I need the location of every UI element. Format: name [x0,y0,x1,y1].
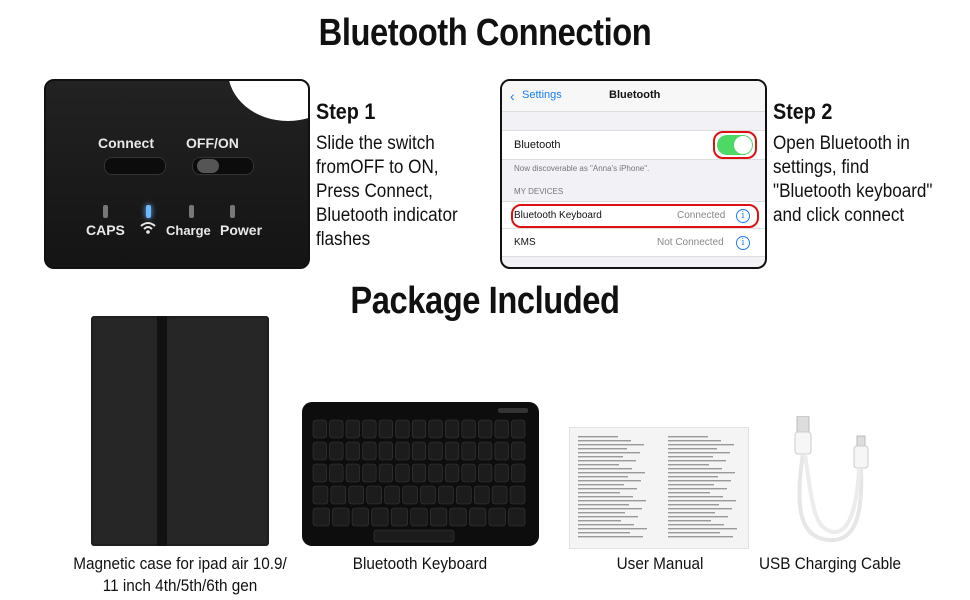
device-name: KMS [514,237,536,248]
keyboard-key [379,442,393,460]
device-status: Connected [677,210,726,221]
keyboard-key [330,464,344,482]
keyboard-key [396,420,410,438]
manual-text-line [578,492,620,493]
keyboard-key [489,508,506,526]
keyboard-key [396,442,410,460]
magnetic-case-image [91,316,269,546]
keyboard-caption: Bluetooth Keyboard [352,554,488,573]
keyboard-key [372,508,389,526]
offon-label: OFF/ON [186,135,239,151]
discoverable-text: Now discoverable as "Anna's iPhone". [514,164,650,173]
keyboard-key [412,442,426,460]
keyboard-key [367,486,382,504]
manual-text-line [668,468,722,469]
manual-text-line [668,444,734,445]
power-led [230,205,235,218]
manual-text-line [668,516,728,517]
device-name: Bluetooth Keyboard [514,210,602,221]
cable-caption: USB Charging Cable [758,554,902,573]
manual-text-line [668,472,735,473]
device-highlight [511,204,759,228]
manual-text-line [668,496,723,497]
manual-text-line [578,484,624,485]
keyboard-key [331,486,346,504]
back-chevron-icon[interactable]: ‹ [510,88,515,104]
keyboard-key [429,464,443,482]
keyboard-key [412,464,426,482]
connect-label: Connect [98,135,154,151]
manual-text-line [578,508,642,509]
keyboard-key [478,420,492,438]
keyboard-key [363,420,377,438]
step2-text: Open Bluetooth in settings, find "Bluetooth keyboard" and click connect [773,133,933,226]
manual-text-line [668,524,724,525]
device-status: Not Connected [657,237,724,248]
caps-label: CAPS [86,222,125,238]
manual-text-line [578,476,628,477]
keyboard-key [450,508,467,526]
keyboard-key [411,508,428,526]
keyboard-key [333,508,350,526]
manual-text-line [668,452,730,453]
bluetooth-row-label: Bluetooth [514,139,561,151]
manual-text-line [578,524,634,525]
keyboard-key [456,486,471,504]
manual-text-line [668,436,708,437]
keyboard-key [430,508,447,526]
manual-text-line [668,484,714,485]
manual-text-line [578,512,625,513]
manual-text-line [578,504,629,505]
keyboard-key [508,508,525,526]
manual-text-line [578,500,646,501]
keyboard-key [474,486,489,504]
manual-text-line [578,520,621,521]
keyboard-spacebar [374,530,454,542]
manual-text-line [668,536,733,537]
keyboard-key [363,464,377,482]
usb-cable-image [785,416,885,546]
info-icon[interactable]: i [736,236,750,250]
keyboard-key [396,464,410,482]
manual-text-line [668,460,726,461]
keyboard-key [445,464,459,482]
step1-text: Slide the switch fromOFF to ON, Press Connect, Bluetooth indicator flashes [316,133,458,250]
device-row[interactable] [502,229,765,255]
keyboard-key [478,464,492,482]
manual-text-line [668,508,732,509]
manual-text-line [668,440,721,441]
info-icon[interactable]: i [736,209,750,223]
keyboard-key [511,442,525,460]
manual-text-line [578,456,623,457]
charge-label: Charge [166,223,211,238]
bluetooth-led [146,205,151,218]
manual-text-line [578,452,640,453]
manual-text-line [668,532,720,533]
manual-text-line [578,440,631,441]
manual-text-line [578,444,644,445]
manual-text-line [668,456,713,457]
keyboard-key [495,442,509,460]
case-caption: Magnetic case for ipad air 10.9/ 11 inch 4th/5th/6th gen [73,554,287,595]
bluetooth-connection-heading: Bluetooth Connection [318,12,652,54]
bluetooth-settings-screenshot [500,79,767,269]
keyboard-key [492,486,507,504]
my-devices-header: MY DEVICES [514,187,564,196]
manual-text-line [578,488,637,489]
manual-text-line [578,468,632,469]
keyboard-key [429,420,443,438]
keyboard-key [352,508,369,526]
manual-text-line [578,464,619,465]
caps-led [103,205,108,218]
manual-text-line [668,520,711,521]
manual-text-line [578,448,627,449]
keyboard-key [313,486,328,504]
settings-back-link[interactable]: Settings [522,89,562,101]
keyboard-key [385,486,400,504]
manual-caption: User Manual [616,554,704,573]
manual-text-line [578,536,643,537]
keyboard-key [445,420,459,438]
manual-text-line [668,528,737,529]
keyboard-key [510,486,525,504]
user-manual-image [569,427,749,549]
toggle-highlight [713,131,757,159]
manual-text-line [668,492,710,493]
manual-text-line [668,476,718,477]
manual-text-line [668,500,736,501]
keyboard-key [462,442,476,460]
keyboard-key [421,486,436,504]
keyboard-key [403,486,418,504]
keyboard-key [346,442,360,460]
keyboard-key [363,442,377,460]
manual-text-line [578,528,647,529]
manual-text-line [668,512,715,513]
keyboard-key [346,420,360,438]
keyboard-key [478,442,492,460]
keyboard-key [445,442,459,460]
settings-nav-bar [502,81,765,112]
step1-title: Step 1 [316,99,376,124]
keyboard-key [391,508,408,526]
manual-text-line [578,496,633,497]
manual-text-line [668,448,717,449]
keyboard-key [313,442,327,460]
manual-text-line [668,480,731,481]
keyboard-key [438,486,453,504]
charge-led [189,205,194,218]
manual-text-line [578,460,636,461]
keyboard-key [462,464,476,482]
wifi-icon [140,221,156,238]
keyboard-key [313,508,330,526]
manual-text-line [578,436,618,437]
keyboard-key [313,420,327,438]
keyboard-switch-image [44,79,310,269]
keyboard-key [495,464,509,482]
manual-text-line [578,480,641,481]
nav-title: Bluetooth [609,89,661,101]
keyboard-key [349,486,364,504]
keyboard-key [469,508,486,526]
manual-text-line [578,472,645,473]
keyboard-key [511,464,525,482]
keyboard-key [330,442,344,460]
keyboard-key [313,464,327,482]
keyboard-key [412,420,426,438]
keyboard-key [495,420,509,438]
keyboard-key [511,420,525,438]
keyboard-key [346,464,360,482]
manual-text-line [578,532,630,533]
package-included-heading: Package Included [350,280,620,322]
keyboard-image [302,402,539,546]
keyboard-key [462,420,476,438]
power-label: Power [220,222,263,238]
manual-text-line [668,504,719,505]
step2-title: Step 2 [773,99,833,124]
connect-button [104,157,166,175]
keyboard-key [330,420,344,438]
keyboard-key [379,420,393,438]
manual-text-line [578,516,638,517]
keyboard-key [429,442,443,460]
keyboard-key [379,464,393,482]
manual-text-line [668,464,709,465]
manual-text-line [668,488,727,489]
power-switch [192,157,254,175]
